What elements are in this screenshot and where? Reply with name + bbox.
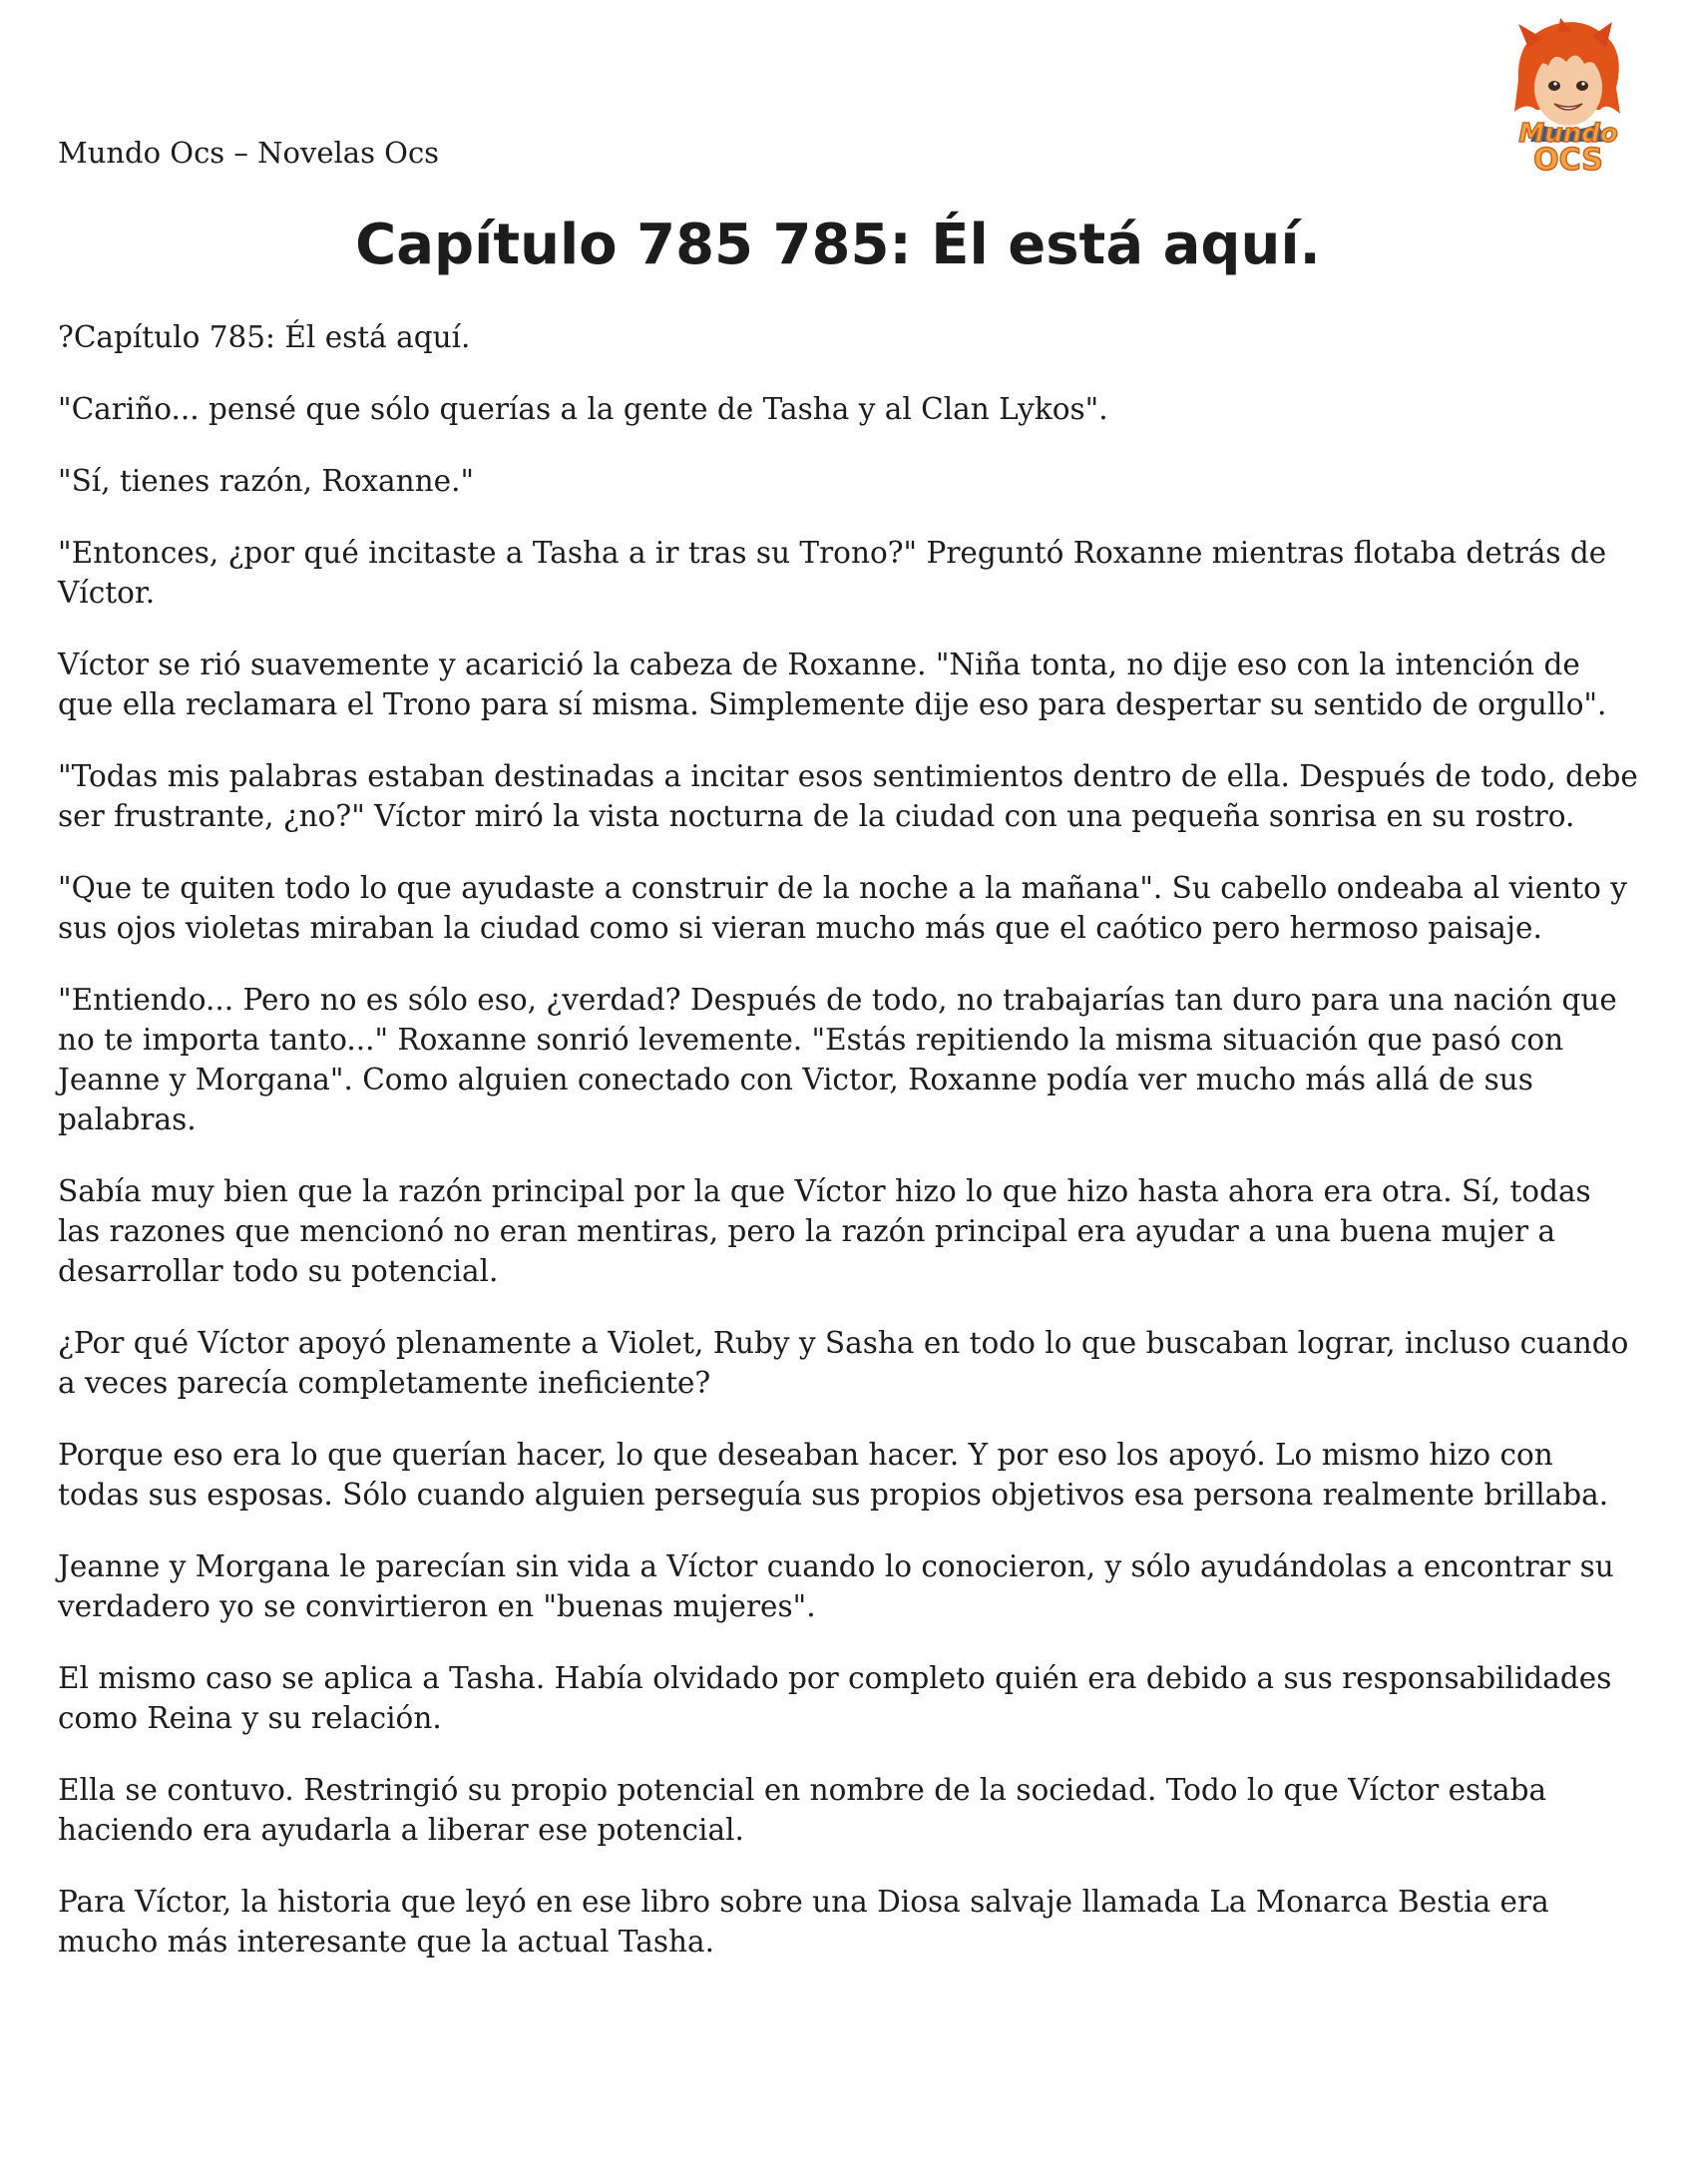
paragraph: Porque eso era lo que querían hacer, lo que deseaban hacer. Y por eso los apoyó. Lo mismo hizo con todas sus esposas. Sólo cuando alguien perseguía sus propios objetivos esa persona realmente brillaba. <box>58 1438 1609 1512</box>
site-header: Mundo Ocs – Novelas Ocs <box>58 136 440 170</box>
logo-text-bottom: OCS <box>1533 143 1603 174</box>
paragraph: "Entiendo... Pero no es sólo eso, ¿verdad? Después de todo, no trabajarías tan duro para una nación que no te importa tanto..." Roxanne sonrió levemente. "Estás repitiendo la misma situación que pasó con Jeanne y Morgana". Como alguien conectado con Victor, Roxanne podía ver mucho más allá de sus palabras. <box>58 983 1617 1136</box>
paragraph: Víctor se rió suavemente y acarició la cabeza de Roxanne. "Niña tonta, no dije eso con la intención de que ella reclamara el Trono para sí misma. Simplemente dije eso para despertar su sentido de orgullo". <box>58 648 1607 721</box>
paragraph: "Entonces, ¿por qué incitaste a Tasha a ir tras su Trono?" Preguntó Roxanne mientras flotaba detrás de Víctor. <box>58 536 1607 610</box>
mundo-ocs-logo-icon <box>1488 18 1648 174</box>
paragraph: Para Víctor, la historia que leyó en ese libro sobre una Diosa salvaje llamada La Monarca Bestia era mucho más interesante que la actual Tasha. <box>58 1885 1549 1959</box>
paragraph: ¿Por qué Víctor apoyó plenamente a Violet, Ruby y Sasha en todo lo que buscaban lograr, incluso cuando a veces parecía completamente ineficiente? <box>58 1326 1629 1400</box>
paragraph: ?Capítulo 785: Él está aquí. <box>58 320 471 354</box>
chapter-body <box>58 317 1640 1993</box>
logo-text-top: Mundo <box>1518 119 1618 149</box>
paragraph: Jeanne y Morgana le parecían sin vida a Víctor cuando lo conocieron, y sólo ayudándolas a encontrar su verdadero yo se convirtieron en "buenas mujeres". <box>58 1549 1614 1623</box>
paragraph: Sabía muy bien que la razón principal por la que Víctor hizo lo que hizo hasta ahora era otra. Sí, todas las razones que mencionó no eran mentiras, pero la razón principal era ayudar a una buena mujer a desarrollar todo su potencial. <box>58 1174 1591 1288</box>
paragraph: "Sí, tienes razón, Roxanne." <box>58 464 475 498</box>
mundo-ocs-logo <box>1488 18 1648 174</box>
paragraph: "Que te quiten todo lo que ayudaste a construir de la noche a la mañana". Su cabello ondeaba al viento y sus ojos violetas miraban la ciudad como si vieran mucho más que el caótico pero hermoso paisaje. <box>58 871 1627 945</box>
paragraph: El mismo caso se aplica a Tasha. Había olvidado por completo quién era debido a sus responsabilidades como Reina y su relación. <box>58 1661 1612 1735</box>
chapter-title: Capítulo 785 785: Él está aquí. <box>355 213 1321 277</box>
paragraph: "Cariño... pensé que sólo querías a la gente de Tasha y al Clan Lykos". <box>58 392 1108 426</box>
paragraph: "Todas mis palabras estaban destinadas a incitar esos sentimientos dentro de ella. Después de todo, debe ser frustrante, ¿no?" Víctor miró la vista nocturna de la ciudad con una pequeña sonrisa en su rostro. <box>58 759 1638 833</box>
paragraph: Ella se contuvo. Restringió su propio potencial en nombre de la sociedad. Todo lo que Víctor estaba haciendo era ayudarla a liberar ese potencial. <box>58 1773 1547 1847</box>
